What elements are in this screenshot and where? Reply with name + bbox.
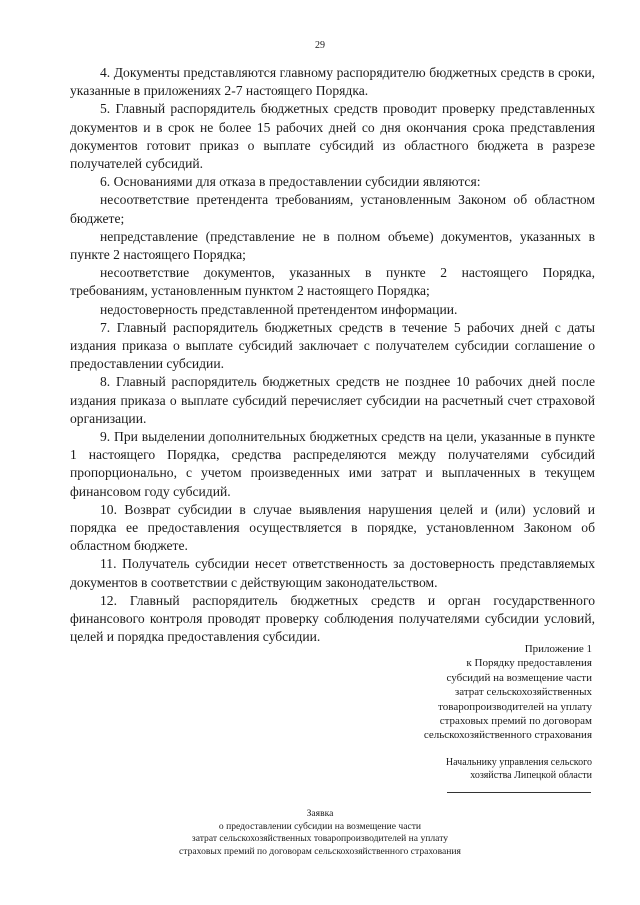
appendix-line: страховых премий по договорам bbox=[439, 715, 592, 728]
addressee-block bbox=[332, 756, 592, 782]
paragraph-5: 5. Главный распорядитель бюджетных средств проводит проверку представленных документов и в срок не более 15 рабочих дней со дня окончания срока представления документов готовит приказ о выплате субсидий из областного бюджета в разрезе получателей субсидий. bbox=[70, 101, 595, 172]
signature-line bbox=[447, 792, 591, 793]
appendix-line: сельскохозяйственного страхования bbox=[423, 729, 592, 742]
refusal-reason-3: несоответствие документов, указанных в пункте 2 настоящего Порядка, требованиям, установленным пунктом 2 настоящего Порядка; bbox=[70, 265, 595, 299]
paragraph-10: 10. Возврат субсидии в случае выявления нарушения целей и (или) условий и порядка ее предоставления осуществляется в порядке, установленном Законом об областном бюджете. bbox=[70, 501, 595, 554]
request-title-block bbox=[0, 808, 640, 858]
request-title: Заявка bbox=[306, 808, 334, 819]
appendix-header bbox=[332, 642, 592, 743]
request-subtitle-line: страховых премий по договорам сельскохозяйственного страхования bbox=[179, 845, 461, 857]
document-body bbox=[70, 64, 595, 647]
paragraph-12: 12. Главный распорядитель бюджетных средств и орган государственного финансового контроля проводят проверку соблюдения получателями субсидии условий, целей и порядка предоставления субсидии. bbox=[70, 592, 595, 645]
appendix-title: Приложение 1 bbox=[524, 643, 592, 655]
page-number: 29 bbox=[315, 40, 325, 51]
refusal-reason-2: непредставление (представление не в полном объеме) документов, указанных в пункте 2 настоящего Порядка; bbox=[70, 228, 595, 263]
refusal-reason-4: недостоверность представленной претендентом информации. bbox=[100, 301, 458, 317]
addressee-line: Начальнику управления сельского bbox=[445, 757, 592, 768]
request-subtitle-line: затрат сельскохозяйственных товаропроизводителей на уплату bbox=[191, 833, 449, 844]
appendix-line: товаропроизводителей на уплату bbox=[438, 700, 592, 713]
appendix-line: к Порядку предоставления bbox=[466, 657, 592, 670]
request-subtitle-line: о предоставлении субсидии на возмещение части bbox=[218, 820, 422, 832]
appendix-line: затрат сельскохозяйственных bbox=[454, 686, 592, 699]
refusal-reason-1: несоответствие претендента требованиям, установленным Законом об областном бюджете; bbox=[70, 192, 595, 226]
paragraph-8: 8. Главный распорядитель бюджетных средств не позднее 10 рабочих дней после издания приказа о выплате субсидий перечисляет субсидии на расчетный счет страховой организации. bbox=[70, 374, 595, 426]
addressee-line: хозяйства Липецкой области bbox=[470, 770, 592, 781]
paragraph-4: 4. Документы представляются главному распорядителю бюджетных средств в сроки, указанные в приложениях 2-7 настоящего Порядка. bbox=[70, 65, 595, 99]
paragraph-9: 9. При выделении дополнительных бюджетных средств на цели, указанные в пункте 1 настоящего Порядка, средства распределяются между получателями субсидий пропорционально, с учетом произведенных ими затрат и выплаченных в текущем финансовом году субсидий. bbox=[70, 429, 595, 499]
appendix-line: субсидий на возмещение части bbox=[446, 671, 592, 684]
paragraph-7: 7. Главный распорядитель бюджетных средств в течение 5 рабочих дней с даты издания приказа о выплате субсидий заключает с получателем субсидии соглашение о предоставлении субсидии. bbox=[70, 319, 595, 372]
paragraph-11: 11. Получатель субсидии несет ответственность за достоверность представляемых документов в соответствии с действующим законодательством. bbox=[70, 556, 595, 590]
paragraph-6: 6. Основаниями для отказа в предоставлении субсидии являются: bbox=[100, 174, 481, 190]
